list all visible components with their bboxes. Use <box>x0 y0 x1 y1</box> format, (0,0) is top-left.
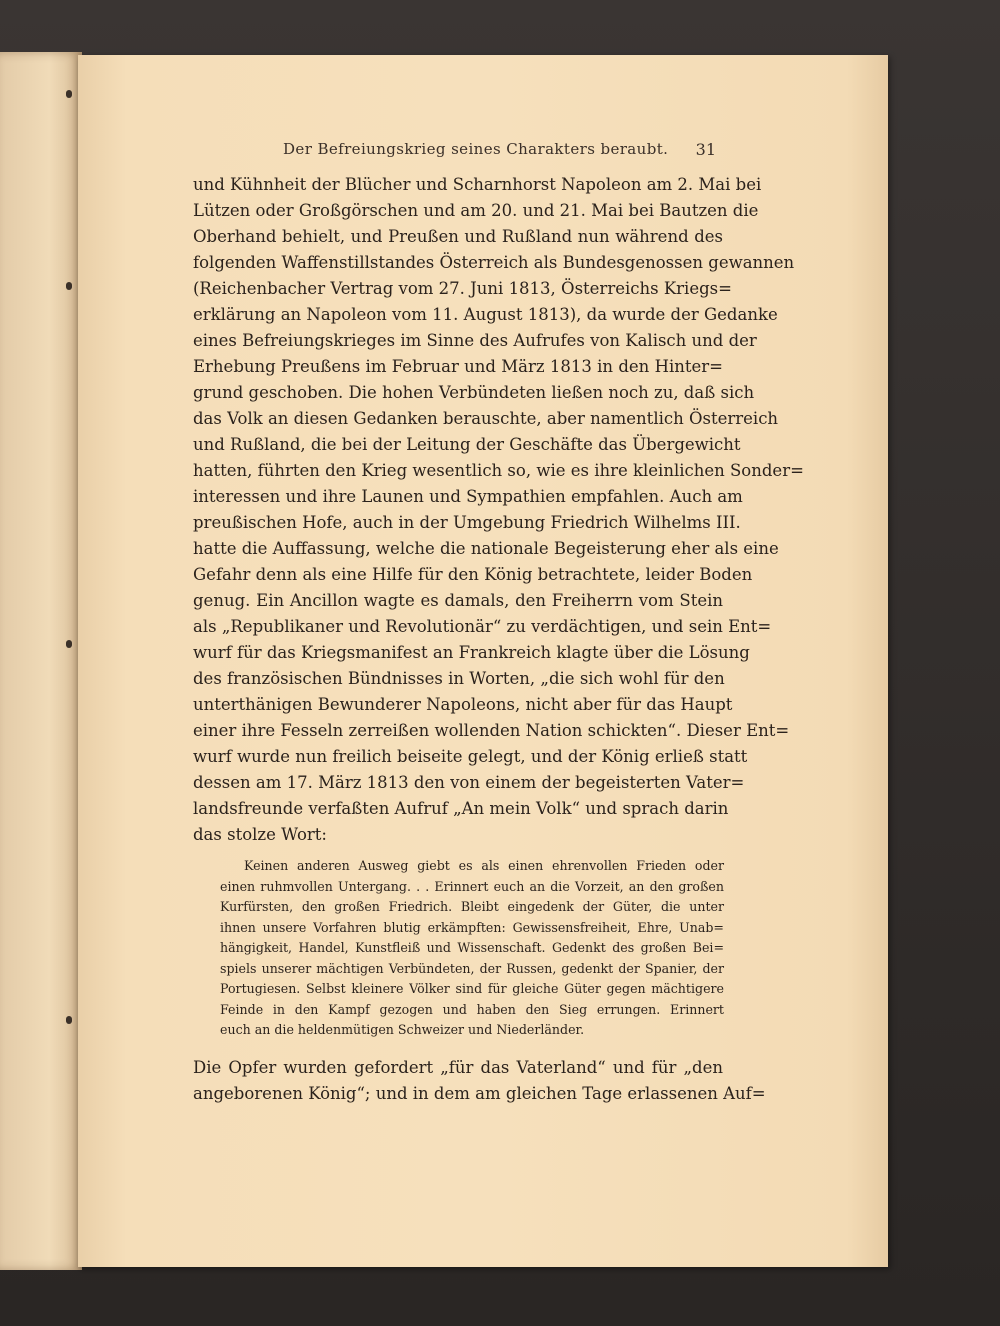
text-line: als „Republikaner und Revolutionär“ zu verdächtigen, und sein Ent= <box>193 617 772 636</box>
quote-line: ihnen unsere Vorfahren blutig erkämpften: Gewissensfreiheit, Ehre, Unab= <box>220 919 724 935</box>
closing-paragraph <box>193 1055 766 1107</box>
left-page-edge <box>0 52 82 1270</box>
text-line: angeborenen König“; und in dem am gleichen Tage erlassenen Auf= <box>193 1084 766 1103</box>
text-line: wurf wurde nun freilich beiseite gelegt, und der König erließ statt <box>193 747 748 766</box>
text-line: Die Opfer wurden gefordert „für das Vaterland“ und für „den <box>193 1058 723 1077</box>
quote-line: spiels unserer mächtigen Verbündeten, der Russen, gedenkt der Spanier, der <box>220 960 724 976</box>
text-line: das stolze Wort: <box>193 825 327 844</box>
quote-line: euch an die heldenmütigen Schweizer und Niederländer. <box>220 1022 585 1037</box>
text-line: wurf für das Kriegsmanifest an Frankreich klagte über die Lösung <box>193 643 750 662</box>
binding-hole <box>66 282 72 290</box>
text-line: genug. Ein Ancillon wagte es damals, den Freiherrn vom Stein <box>193 591 723 610</box>
text-line: und Rußland, die bei der Leitung der Geschäfte das Übergewicht <box>193 435 741 454</box>
text-line: des französischen Bündnisses in Worten, „die sich wohl für den <box>193 669 725 688</box>
text-line: preußischen Hofe, auch in der Umgebung Friedrich Wilhelms III. <box>193 513 741 532</box>
quote-line: einen ruhmvollen Untergang. . . Erinnert euch an die Vorzeit, an den großen <box>220 878 724 894</box>
text-line: grund geschoben. Die hohen Verbündeten ließen noch zu, daß sich <box>193 383 755 402</box>
binding-hole <box>66 640 72 648</box>
text-line: unterthänigen Bewunderer Napoleons, nicht aber für das Haupt <box>193 695 733 714</box>
running-head: Der Befreiungskrieg seines Charakters beraubt. <box>283 140 669 158</box>
text-line: (Reichenbacher Vertrag vom 27. Juni 1813, Österreichs Kriegs= <box>193 279 732 298</box>
quote-line: Keinen anderen Ausweg giebt es als einen ehrenvollen Frieden oder <box>244 858 724 873</box>
text-line: erklärung an Napoleon vom 11. August 1813), da wurde der Gedanke <box>193 305 778 324</box>
block-quote <box>220 856 724 1041</box>
quote-line: Feinde in den Kampf gezogen und haben den Sieg errungen. Erinnert <box>220 1001 724 1017</box>
text-line: interessen und ihre Launen und Sympathien empfahlen. Auch am <box>193 487 743 506</box>
binding-hole <box>66 90 72 98</box>
text-line: das Volk an diesen Gedanken berauschte, aber namentlich Österreich <box>193 409 779 428</box>
text-line: dessen am 17. März 1813 den von einem der begeisterten Vater= <box>193 773 745 792</box>
text-line: Oberhand behielt, und Preußen und Rußland nun während des <box>193 227 723 246</box>
text-line: Gefahr denn als eine Hilfe für den König betrachtete, leider Boden <box>193 565 753 584</box>
quote-line: Portugiesen. Selbst kleinere Völker sind für gleiche Güter gegen mächtigere <box>220 981 724 996</box>
text-line: hatte die Auffassung, welche die nationale Begeisterung eher als eine <box>193 539 779 558</box>
text-line: einer ihre Fesseln zerreißen wollenden Nation schickten“. Dieser Ent= <box>193 721 790 740</box>
text-line: folgenden Waffenstillstandes Österreich als Bundesgenossen gewannen <box>193 253 795 272</box>
text-line: hatten, führten den Krieg wesentlich so, wie es ihre kleinlichen Sonder= <box>193 461 804 480</box>
quote-line: Kurfürsten, den großen Friedrich. Bleibt eingedenk der Güter, die unter <box>220 899 724 914</box>
main-paragraph <box>193 172 804 848</box>
text-line: und Kühnheit der Blücher und Scharnhorst Napoleon am 2. Mai bei <box>193 175 762 194</box>
text-line: eines Befreiungskrieges im Sinne des Aufrufes von Kalisch und der <box>193 331 757 350</box>
text-line: Lützen oder Großgörschen und am 20. und 21. Mai bei Bautzen die <box>193 201 759 220</box>
quote-line: hängigkeit, Handel, Kunstfleiß und Wissenschaft. Gedenkt des großen Bei= <box>220 940 724 955</box>
binding-hole <box>66 1016 72 1024</box>
text-line: Erhebung Preußens im Februar und März 1813 in den Hinter= <box>193 357 723 376</box>
page-number: 31 <box>695 140 716 159</box>
text-line: landsfreunde verfaßten Aufruf „An mein Volk“ und sprach darin <box>193 799 729 818</box>
